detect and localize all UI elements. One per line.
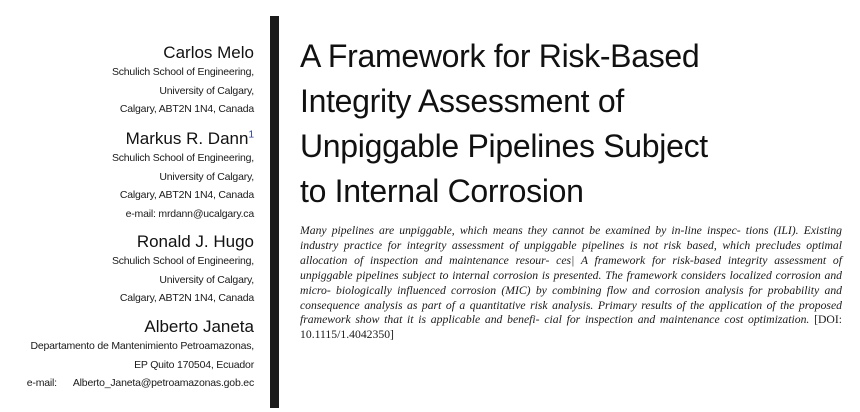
author-name: Carlos Melo <box>163 43 254 62</box>
title-line: Unpiggable Pipelines Subject <box>300 128 708 164</box>
author-column <box>0 0 254 412</box>
affiliation-line: Calgary, ABT2N 1N4, Canada <box>119 189 254 201</box>
abstract-text: tions (ILI). Existing industry practice for integrity assessment of unpiggable pipelines is <box>300 224 843 252</box>
author-name <box>112 129 254 149</box>
author-name: Ronald J. Hugo <box>136 232 254 251</box>
email-label: e-mail: <box>125 207 156 220</box>
author-block-hugo <box>112 232 254 308</box>
author-block-dann <box>112 129 254 223</box>
author-name-text: Markus R. Dann <box>125 129 249 148</box>
footnote-marker: 1 <box>248 129 254 141</box>
affiliation-line: University of Calgary, <box>159 170 254 183</box>
email-row <box>27 374 254 393</box>
abstract-text: not risk based, which precludes optimal allocation of inspection and maintenance resour- <box>300 238 842 267</box>
title-line: to Internal Corrosion <box>300 173 584 209</box>
affiliation-line: Schulich School of Engineering, <box>111 255 254 267</box>
email-row <box>112 205 254 224</box>
affiliation-line: Schulich School of Engineering, <box>111 66 254 78</box>
affiliation-line: Schulich School of Engineering, <box>111 152 254 164</box>
affiliation-line: University of Calgary, <box>159 84 254 97</box>
abstract-text: internal corrosion is presented. The framework considers localized corrosion and micro- <box>300 268 843 297</box>
affiliation-line: Calgary, ABT2N 1N4, Canada <box>119 292 254 304</box>
author-block-melo <box>112 43 254 119</box>
title-line: Integrity Assessment of <box>300 83 624 119</box>
abstract-text: cial for inspection and maintenance cost optimization. <box>544 313 810 327</box>
title-line: A Framework for Risk-Based <box>300 38 700 74</box>
abstract-text: Many pipelines are unpiggable, which means they cannot be examined by in-line inspec- <box>300 224 741 237</box>
abstract-text: probability and consequence analysis as part of a quantitative risk analysis. Primary <box>300 283 843 312</box>
affiliation-line: Calgary, ABT2N 1N4, Canada <box>119 103 254 115</box>
doi-reference: [DOI: 10.1115/1.4042350] <box>300 313 842 342</box>
affiliation-line: EP Quito 170504, Ecuador <box>134 358 254 371</box>
paper-title <box>300 34 840 214</box>
vertical-divider-bar <box>270 16 279 408</box>
email-label: e-mail: <box>26 377 57 389</box>
author-block-janeta <box>27 317 254 393</box>
author-email: mrdann@ucalgary.ca <box>158 207 254 220</box>
author-email: Alberto_Janeta@petroamazonas.gob.ec <box>72 377 254 389</box>
affiliation-line: Departamento de Mantenimiento Petroamazonas, <box>30 340 254 352</box>
author-name: Alberto Janeta <box>144 317 254 336</box>
abstract-text: ces| A framework for risk-based integrity assessment of unpiggable pipelines subject to <box>300 253 842 282</box>
affiliation-line: University of Calgary, <box>159 273 254 286</box>
abstract-text: biologically influenced corrosion (MIC) by combining flow and corrosion analysis for <box>336 283 763 297</box>
abstract-text: results of the application of the proposed framework show that it is applicable and benefi- <box>300 298 842 327</box>
abstract <box>300 224 842 343</box>
